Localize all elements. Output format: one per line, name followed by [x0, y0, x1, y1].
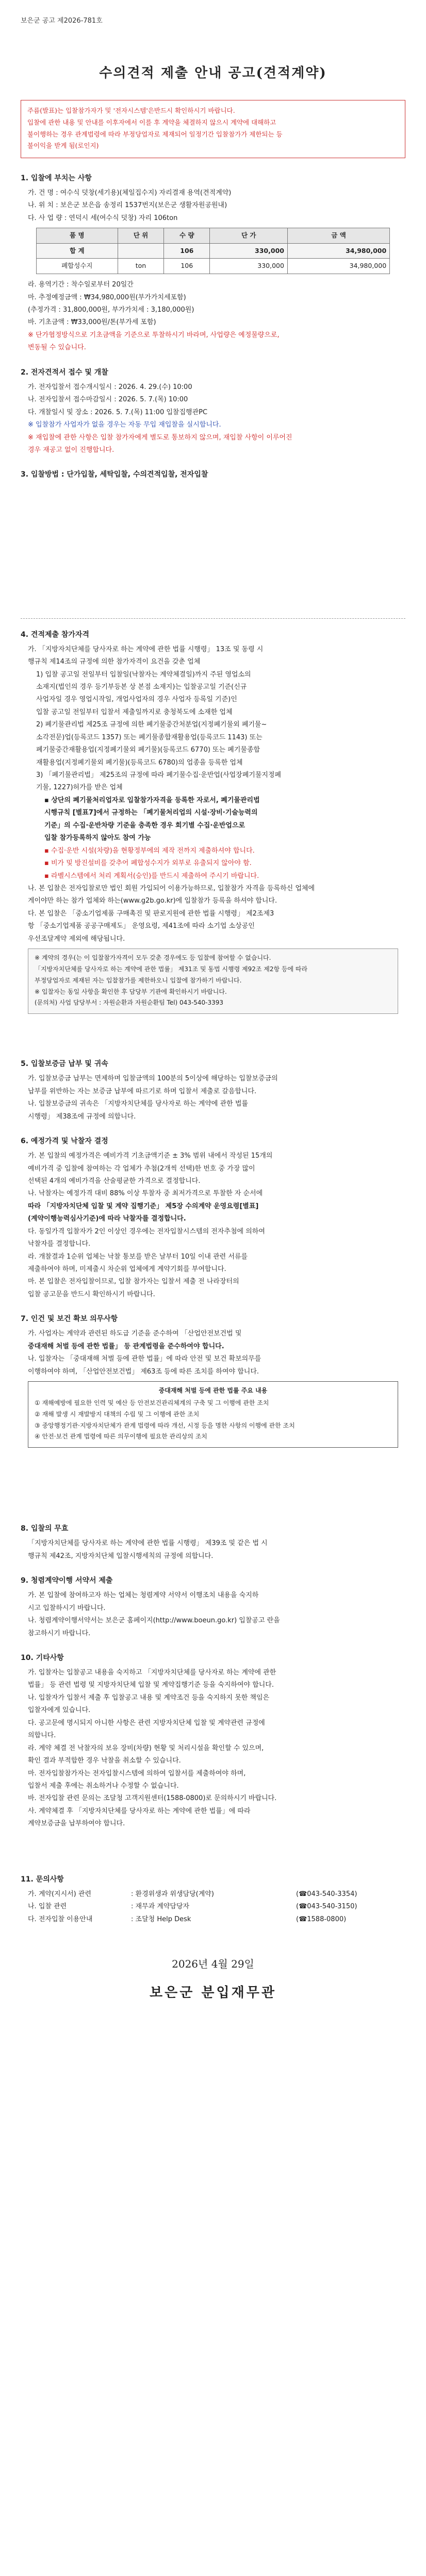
table-header-cell: 단 가 [210, 228, 288, 244]
item-line: 나. 입찰보증금의 귀속은 「지방자치단체를 당사자로 하는 계약에 관한 법률 [28, 1100, 248, 1108]
item-line: 폐기물중간재활용업(지정폐기물외 폐기물)(등록코드 6770) 또는 폐기물종합 [36, 746, 260, 754]
table-cell: 330,000 [210, 243, 288, 259]
item-line: 가. 본 입찰에 참여하고자 하는 업체는 청렴계약 서약서 이행조치 내용을 숙지하 [28, 1591, 259, 1600]
blank-space [21, 495, 405, 608]
serious-accident-law-box [28, 1381, 398, 1448]
section-title: 8. 입찰의 무효 [21, 1524, 69, 1533]
table-cell: 합 계 [36, 243, 118, 259]
item-line: 항 「중소기업제품 공공구매제도」 운영요령, 제41조에 따라 소기업 소상공인 [28, 922, 255, 930]
item-line: 행규칙 제42조, 지방자치단체 입찰시행세칙의 규정에 의합니다. [28, 1552, 214, 1560]
item-line: 시행령」 제38조에 규정에 의합니다. [28, 1112, 136, 1121]
box-line: ① 재해예방에 필요한 인력 및 예산 등 안전보건관리체계의 구축 및 그 이행에 관한 조치 [35, 1399, 269, 1406]
item-line: 입찰 공고일 전일부터 입찰서 제출일까지로 충청북도에 소재한 업체 [36, 708, 233, 716]
note-line: (문의처) 사업 담당부서 : 자원순환과 자원순환팀 Tel) 043-540-3393 [35, 999, 224, 1007]
item-line: 사업자일 경우 영업시작일, 개업사업자의 경우 사업자 등록일 기준)인 [36, 696, 237, 704]
caution-notice-box [21, 100, 405, 158]
item-line: 마. 추정예정금액 : ₩34,980,000원(부가가치세포함) [28, 293, 186, 301]
section-title: 9. 청렴계약이행 서약서 제출 [21, 1577, 113, 1585]
blank-space [21, 1027, 405, 1058]
box-line: ② 재해 발생 시 재발방지 대책의 수립 및 그 이행에 관한 조치 [35, 1410, 200, 1418]
contact-phone: (☎043-540-3354) [296, 1890, 357, 1898]
contact-row [28, 1889, 405, 1900]
item-line: 마. 전자입찰참가자는 전자입찰시스템에 의하여 입찰서를 제출하여야 하며, [28, 1769, 246, 1777]
item-line: 게이야만 하는 참가 업체와 하는(www.g2b.go.kr)에 입찰참가 등록을 하셔야 합니다. [28, 897, 277, 905]
item-line: (계약이행능력심사기준)에 따라 낙찰자를 결정합니다. [28, 1215, 186, 1223]
table-row-total [36, 243, 389, 259]
notice-reference-number: 보은군 공고 제2026-781호 [21, 17, 103, 25]
item-line: 소재지(법인의 경우 등기부등본 상 본점 소재지)는 입찰공고일 기준(신규 [36, 683, 247, 691]
bullet-line: ▪ 비가 및 방진설비를 갖추어 폐합성수지가 외부로 유출되지 않아야 함. [44, 859, 252, 868]
item-line: 계약보증금을 납부하여야 합니다. [28, 1820, 125, 1828]
section-title: 11. 문의사항 [21, 1875, 64, 1884]
item-line: 우선조달계약 제외에 해당됩니다. [28, 935, 125, 943]
document-title: 수의견적 제출 안내 공고(견적계약) [99, 65, 327, 81]
item-line: 입찰서 제출 후에는 취소하거나 수정할 수 없습니다. [28, 1782, 179, 1790]
section-misc [21, 1652, 405, 1829]
item-line: 참고하시기 바랍니다. [28, 1629, 91, 1637]
item-line: 바. 기초금액 : ₩33,000원/톤(부가세 포함) [28, 318, 156, 327]
bullet-line: 기준」의 수집·운반차량 기준을 충족한 경우 회기별 수집·운반업으로 [44, 821, 245, 829]
item-line: 가. 입찰자는 입찰공고 내용을 숙지하고 「지방자치단체를 당사자로 하는 계약에 관한 [28, 1669, 276, 1677]
item-line: 따라 「지방자치단체 입찰 및 계약 집행기준」 제5장 수의계약 운영요령[별표] [28, 1202, 259, 1210]
table-cell [118, 243, 163, 259]
section-title: 5. 입찰보증금 납부 및 귀속 [21, 1060, 108, 1069]
table-cell: 34,980,000 [287, 259, 389, 274]
section-title: 3. 입찰방법 : 단가입찰, 세탁입찰, 수의견적입찰, 전자입찰 [21, 470, 208, 479]
warning-line: ※ 입찰참가 사업자가 없을 경우는 자동 무입 재입찰을 실시합니다. [28, 421, 221, 429]
section-safety-obligations [21, 1313, 405, 1448]
item-line: 나. 입찰자는 「중대재해 처벌 등에 관한 법률」에 따라 안전 및 보건 확보의무를 [28, 1355, 261, 1363]
table-cell: 330,000 [210, 259, 288, 274]
section-title: 7. 인건 및 보건 확보 의무사항 [21, 1315, 118, 1324]
item-line: 법률」 등 관련 법령 및 지방자치단체 입찰 및 계약집행기준 등을 숙지하여야 합니다. [28, 1681, 274, 1689]
item-line: 다. 사 업 량 : 연덕시 세(여수식 덧창) 자리 106ton [28, 214, 178, 222]
section-title: 4. 견적제출 참가자격 [21, 630, 89, 639]
item-line: 가. 건 명 : 여수식 덧창(세기용)(체일집수지) 자리결재 용역(견적계약) [28, 189, 232, 197]
warning-line: ※ 단가협정방식으로 기초금액을 기준으로 투찰하시기 바라며, 사업량은 예정물량으로, [28, 331, 280, 339]
item-line: 선택된 4개의 예비가격을 산술평균한 가격으로 결정합니다. [28, 1177, 201, 1185]
item-line: 가. 전자입찰서 접수개시일시 : 2026. 4. 29.(수) 10:00 [28, 383, 192, 391]
table-header-cell: 품 명 [36, 228, 118, 244]
item-line: 가. 「지방자치단체를 당사자로 하는 계약에 관한 법률 시행령」 13조 및 동령 시 [28, 645, 264, 653]
section-title: 6. 예정가격 및 낙찰자 결정 [21, 1137, 108, 1145]
item-line: 다. 동일가격 입찰자가 2인 이상인 경우에는 전자입찰시스템의 전자추첨에 의하여 [28, 1227, 265, 1235]
item-line: 가. 사업자는 계약과 관련된 하도급 기준을 준수하여 「산업안전보건법 및 [28, 1330, 242, 1338]
item-line: 다. 공고문에 명시되지 아니한 사항은 관련 지방자치단체 입찰 및 계약관련 규정에 [28, 1719, 265, 1727]
table-header-cell: 단 위 [118, 228, 163, 244]
blank-space [21, 1843, 405, 1874]
contact-dept: : 조달청 Help Desk [131, 1915, 191, 1923]
box-title: 중대재해 처벌 등에 관한 법률 주요 내용 [158, 1387, 268, 1395]
divider [21, 618, 405, 619]
bullet-line: 입찰 참가등록하지 않아도 참여 가능 [44, 834, 151, 842]
item-line: 기물, 1227)허가를 받은 업체 [36, 784, 123, 792]
item-line: 라. 용역기간 : 착수일로부터 20일간 [28, 281, 134, 289]
item-line: 행규칙 제14조의 규정에 의한 참가자격이 요건을 갖춘 업체 [28, 658, 201, 666]
section-award-decision [21, 1136, 405, 1300]
item-line: 라. 개찰결과 1순위 업체는 낙찰 통보를 받은 날부터 10일 이내 관련 서류를 [28, 1252, 248, 1261]
caution-line: 불이행하는 경우 관계법령에 따라 부정당업자로 제재되어 일정기간 입찰참가가 제한되는 등 [27, 130, 283, 138]
issuer-name: 보은군 분입재무관 [150, 1985, 276, 2001]
section-eligibility [21, 629, 405, 1014]
item-line: 입찰자에게 있습니다. [28, 1706, 91, 1715]
item-line: 재활용업(지정폐기물외 폐기물)(등록코드 6780)의 업종을 등록한 업체 [36, 758, 243, 767]
contact-dept: : 재무과 계약담당자 [131, 1903, 190, 1911]
caution-line: 입찰에 관한 내용 및 안내를 이후자에서 이를 후 계약을 체결하지 않으시 계약에 대해하고 [27, 118, 276, 126]
item-line: 3) 「폐기물관리법」 제25조의 규정에 따라 폐기물수집·운반업(사업장폐기물지정폐 [36, 771, 282, 779]
item-line: 나. 전자입찰서 접수마감일시 : 2026. 5. 7.(목) 10:00 [28, 396, 188, 404]
items-table [36, 228, 390, 274]
box-line: ④ 안전·보건 관계 법령에 따른 의무이행에 필요한 관리상의 조치 [35, 1433, 207, 1440]
item-line: 나. 청렴계약이행서약서는 보은군 홈페이지(http://www.boeun.go.kr) 입찰공고 란을 [28, 1617, 280, 1625]
item-line: 낙찰자를 결정합니다. [28, 1240, 91, 1248]
section-submission-schedule [21, 367, 405, 456]
item-line: 다. 개찰일시 및 장소 : 2026. 5. 7.(목) 11:00 입찰집행관PC [28, 408, 208, 416]
contact-phone: (☎043-540-3150) [296, 1903, 357, 1911]
table-cell: 106 [164, 259, 210, 274]
section-title: 10. 기타사항 [21, 1653, 64, 1662]
caution-line: 주름(발표)는 입찰참가자가 및 '전자시스템'은반드시 확인하시기 바랍니다. [27, 107, 235, 115]
note-line: ※ 입찰자는 동일 사항을 확인한 후 담당부 기관에 확인하시기 바랍니다. [35, 988, 227, 995]
note-line: 「지방자치단체를 당사자로 하는 계약에 관한 법률」 제31조 및 동법 시행령 제92조 제2항 등에 따라 [35, 965, 308, 973]
contact-phone: (☎1588-0800) [296, 1915, 347, 1923]
warning-line: 경우 재공고 없이 진행합니다. [28, 446, 114, 454]
warning-line: 변동될 수 있습니다. [28, 344, 86, 352]
section-bid-method [21, 469, 405, 481]
section-contacts [21, 1874, 405, 1925]
item-line: 제출하여야 하며, 미제출시 차순위 업체에게 계약기회를 부여합니다. [28, 1265, 226, 1273]
item-line: 시고 입찰하시기 바랍니다. [28, 1604, 106, 1612]
item-line: 1) 입찰 공고일 전일부터 입찰일(낙찰자는 계약체결일)까지 주된 영업소의 [36, 670, 251, 679]
contact-dept: : 환경위생과 위생담당(계약) [131, 1890, 214, 1898]
item-line: 나. 낙찰자는 예정가격 대비 88% 이상 투찰자 중 최저가격으로 투찰한 자 순서에 [28, 1190, 263, 1198]
bullet-line: 시행규칙 [별표7]에서 규정하는 「폐기물처리업의 시설·장비·기술능력의 [44, 809, 258, 817]
item-line: 「지방자치단체를 당사자로 하는 계약에 관한 법률 시행령」 제39조 및 같은 법 시 [28, 1539, 268, 1548]
item-line: 나. 입찰자가 입찰서 제출 후 입찰공고 내용 및 계약조건 등을 숙지하지 못한 책임은 [28, 1693, 270, 1702]
table-cell: 106 [164, 243, 210, 259]
table-cell: 34,980,000 [287, 243, 389, 259]
note-line: 부정당업자로 제재된 자는 입찰참가를 제한하오니 입찰에 참가하기 바랍니다. [35, 976, 242, 984]
item-line: 입찰 공고문을 반드시 확인하시기 바랍니다. [28, 1290, 155, 1298]
item-line: 의합니다. [28, 1732, 56, 1740]
contact-label: 다. 전자입찰 이용안내 [28, 1915, 93, 1923]
table-row [36, 259, 389, 274]
item-line: 중대재해 처벌 등에 관한 법률」 등 관계법령을 준수하여야 합니다. [28, 1342, 224, 1350]
table-cell: 폐합성수지 [36, 259, 118, 274]
section-bid-items [21, 173, 405, 353]
contact-label: 나. 입찰 관련 [28, 1903, 67, 1911]
eligibility-note-box [28, 948, 398, 1014]
item-line: 가. 입찰보증금 납부는 면제하며 입찰금액의 100분의 5이상에 해당하는 입찰보증금의 [28, 1075, 278, 1083]
section-title: 1. 입찰에 부치는 사항 [21, 174, 92, 182]
contact-row [28, 1901, 405, 1912]
bullet-line: ▪ 라벨시스템에서 처리 계획서(승인)를 반드시 제출하여 주시기 바랍니다. [44, 872, 259, 880]
item-line: (추정가격 : 31,800,000원, 부가가치세 : 3,180,000원) [28, 306, 194, 314]
contact-label: 가. 계약(지시서) 관련 [28, 1890, 92, 1898]
item-line: 나. 위 치 : 보은군 보은읍 송정리 1537번지(보은군 생활자원공원내) [28, 201, 227, 210]
table-header-cell: 수 량 [164, 228, 210, 244]
table-cell: ton [118, 259, 163, 274]
section-bid-deposit [21, 1058, 405, 1122]
item-line: 마. 본 입찰은 전자입찰이므로, 입찰 참가자는 입찰서 제출 전 나라장터의 [28, 1278, 239, 1286]
table-header-row [36, 228, 389, 244]
caution-line: 불이익을 받게 됨(로인지) [27, 142, 99, 150]
bullet-line: ▪ 수집·운반 시설(차량)을 현황정부에의 제작 전까지 제출하셔야 합니다. [44, 846, 255, 855]
item-line: 바. 전자입찰 관련 문의는 조달청 고객지원센터(1588-0800)로 문의하시기 바랍니다. [28, 1794, 277, 1803]
warning-line: ※ 재입찰에 관한 사항은 입찰 참가자에게 별도로 통보하지 않으며, 재입찰 사항이 이루어진 [28, 433, 292, 442]
contact-row [28, 1914, 405, 1925]
item-line: 소각전문)업(등록코드 1357) 또는 폐기물종합재활용업(등록코드 1143) 또는 [36, 733, 263, 741]
item-line: 가. 본 입찰의 예정가격은 예비가격 기초금액기준 ± 3% 범위 내에서 작성된 15개의 [28, 1152, 273, 1160]
box-line: ③ 중앙행정기관·지방자치단체가 관계 법령에 따라 개선, 시정 등을 명한 사항의 이행에 관한 조치 [35, 1421, 295, 1429]
bullet-line: ▪ 상단의 폐기물처리업자로 입찰참가자격을 등록한 자로서, 폐기물관리법 [44, 796, 260, 804]
section-bid-invalidity [21, 1523, 405, 1562]
note-line: ※ 계약의 경우(는 이 입찰참가자격이 모두 갖춘 경우에도 등 입찰에 참여할 수 없습니다. [35, 954, 271, 962]
section-title: 2. 전자견적서 접수 및 개찰 [21, 368, 108, 377]
item-line: 예비가격 중 입찰에 참여하는 각 업체가 추첨(2개씩 선택)한 번호 중 가장 많이 [28, 1164, 255, 1173]
item-line: 나. 본 입찰은 전자입찰로만 법인 회원 가입되어 이용가능하므로, 입찰참가 자격을 등록하신 업체에 [28, 884, 315, 892]
section-integrity-pledge [21, 1575, 405, 1639]
item-line: 확인 결과 부적합한 경우 낙찰을 취소할 수 있습니다. [28, 1757, 181, 1765]
item-line: 납부를 위반하는 자는 보증금 납부에 따르기로 하며 입찰서 제출로 갈음합니다. [28, 1087, 257, 1095]
item-line: 다. 본 입찰은 「중소기업제품 구매촉진 및 판로지원에 관한 법률 시행령」 제2조제3 [28, 909, 274, 918]
item-line: 2) 폐기물관리법 제25조 규정에 의한 폐기물중간처분업(지정폐기물외 폐기물~ [36, 721, 267, 729]
item-line: 사. 계약체결 후 「지방자치단체를 당사자로 하는 계약에 관한 법률」에 따라 [28, 1807, 251, 1815]
blank-space [21, 1461, 405, 1523]
table-header-cell: 금 액 [287, 228, 389, 244]
item-line: 이행하여야 하며, 「산업안전보건법」 제63조 등에 따른 조치를 하여야 합니다. [28, 1367, 259, 1376]
issue-date: 2026년 4월 29일 [172, 1958, 254, 1971]
item-line: 라. 계약 체결 전 낙찰자의 보유 장비(차량) 현황 및 처리시설을 확인할 수 있으며, [28, 1744, 264, 1752]
